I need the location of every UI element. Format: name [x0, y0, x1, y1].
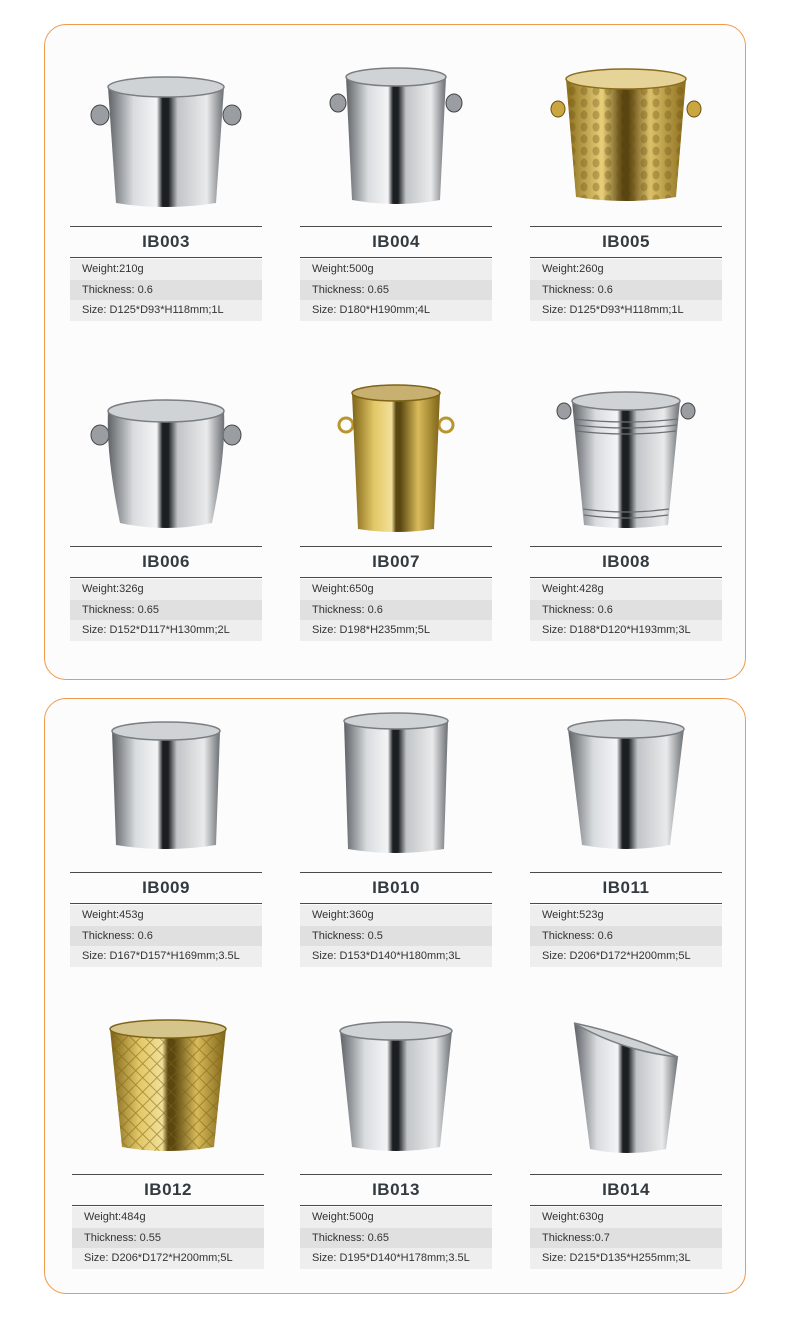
spec-thickness: Thickness: 0.65: [300, 1228, 492, 1249]
spec-size: Size: D195*D140*H178mm;3.5L: [300, 1248, 492, 1269]
product-code: IB003: [142, 232, 190, 251]
spec-size: Size: D188*D120*H193mm;3L: [530, 620, 722, 641]
ice-bucket-image: [300, 1007, 492, 1173]
spec-table: [300, 905, 492, 967]
spec-size: Size: D152*D117*H130mm;2L: [70, 620, 262, 641]
spec-size: Size: D206*D172*H200mm;5L: [72, 1248, 264, 1269]
spec-thickness: Thickness: 0.6: [530, 280, 722, 301]
ice-bucket-image: [300, 25, 492, 225]
product-code: IB008: [602, 552, 650, 571]
ice-bucket-image: [530, 25, 722, 225]
product-code: IB012: [144, 1180, 192, 1199]
spec-weight: Weight:523g: [530, 905, 722, 926]
spec-weight: Weight:428g: [530, 579, 722, 600]
spec-weight: Weight:500g: [300, 1207, 492, 1228]
ice-bucket-image: [530, 345, 722, 545]
product-panel-2: [44, 698, 746, 1294]
spec-size: Size: D206*D172*H200mm;5L: [530, 946, 722, 967]
spec-size: Size: D215*D135*H255mm;3L: [530, 1248, 722, 1269]
product-panel-1: [44, 24, 746, 680]
spec-weight: Weight:630g: [530, 1207, 722, 1228]
spec-table: [530, 579, 722, 641]
spec-table: [300, 259, 492, 321]
spec-thickness: Thickness: 0.65: [70, 600, 262, 621]
ice-bucket-image: [70, 345, 262, 545]
spec-table: [530, 259, 722, 321]
spec-table: [530, 1207, 722, 1269]
spec-table: [70, 259, 262, 321]
spec-weight: Weight:500g: [300, 259, 492, 280]
spec-table: [530, 905, 722, 967]
product-code: IB007: [372, 552, 420, 571]
ice-bucket-image: [530, 699, 722, 871]
ice-bucket-image: [70, 699, 262, 871]
spec-table: [70, 905, 262, 967]
spec-table: [70, 579, 262, 641]
spec-thickness: Thickness: 0.6: [530, 926, 722, 947]
spec-thickness: Thickness: 0.6: [300, 600, 492, 621]
product-code: IB010: [372, 878, 420, 897]
spec-size: Size: D125*D93*H118mm;1L: [530, 300, 722, 321]
spec-thickness: Thickness: 0.65: [300, 280, 492, 301]
ice-bucket-image: [72, 1007, 264, 1173]
spec-thickness: Thickness: 0.6: [530, 600, 722, 621]
spec-thickness: Thickness: 0.5: [300, 926, 492, 947]
spec-table: [72, 1207, 264, 1269]
spec-weight: Weight:360g: [300, 905, 492, 926]
spec-weight: Weight:453g: [70, 905, 262, 926]
spec-size: Size: D167*D157*H169mm;3.5L: [70, 946, 262, 967]
spec-thickness: Thickness:0.7: [530, 1228, 722, 1249]
spec-weight: Weight:484g: [72, 1207, 264, 1228]
spec-table: [300, 579, 492, 641]
spec-weight: Weight:260g: [530, 259, 722, 280]
ice-bucket-image: [300, 345, 492, 545]
ice-bucket-image: [530, 1007, 722, 1173]
spec-thickness: Thickness: 0.6: [70, 926, 262, 947]
spec-weight: Weight:210g: [70, 259, 262, 280]
spec-weight: Weight:650g: [300, 579, 492, 600]
spec-size: Size: D198*H235mm;5L: [300, 620, 492, 641]
product-code: IB005: [602, 232, 650, 251]
product-code: IB009: [142, 878, 190, 897]
spec-size: Size: D180*H190mm;4L: [300, 300, 492, 321]
product-code: IB006: [142, 552, 190, 571]
ice-bucket-image: [70, 25, 262, 225]
spec-weight: Weight:326g: [70, 579, 262, 600]
product-code: IB011: [602, 878, 650, 897]
product-code: IB004: [372, 232, 420, 251]
spec-thickness: Thickness: 0.6: [70, 280, 262, 301]
ice-bucket-image: [300, 699, 492, 871]
product-code: IB013: [372, 1180, 420, 1199]
spec-thickness: Thickness: 0.55: [72, 1228, 264, 1249]
spec-size: Size: D153*D140*H180mm;3L: [300, 946, 492, 967]
product-code: IB014: [602, 1180, 650, 1199]
spec-table: [300, 1207, 492, 1269]
spec-size: Size: D125*D93*H118mm;1L: [70, 300, 262, 321]
